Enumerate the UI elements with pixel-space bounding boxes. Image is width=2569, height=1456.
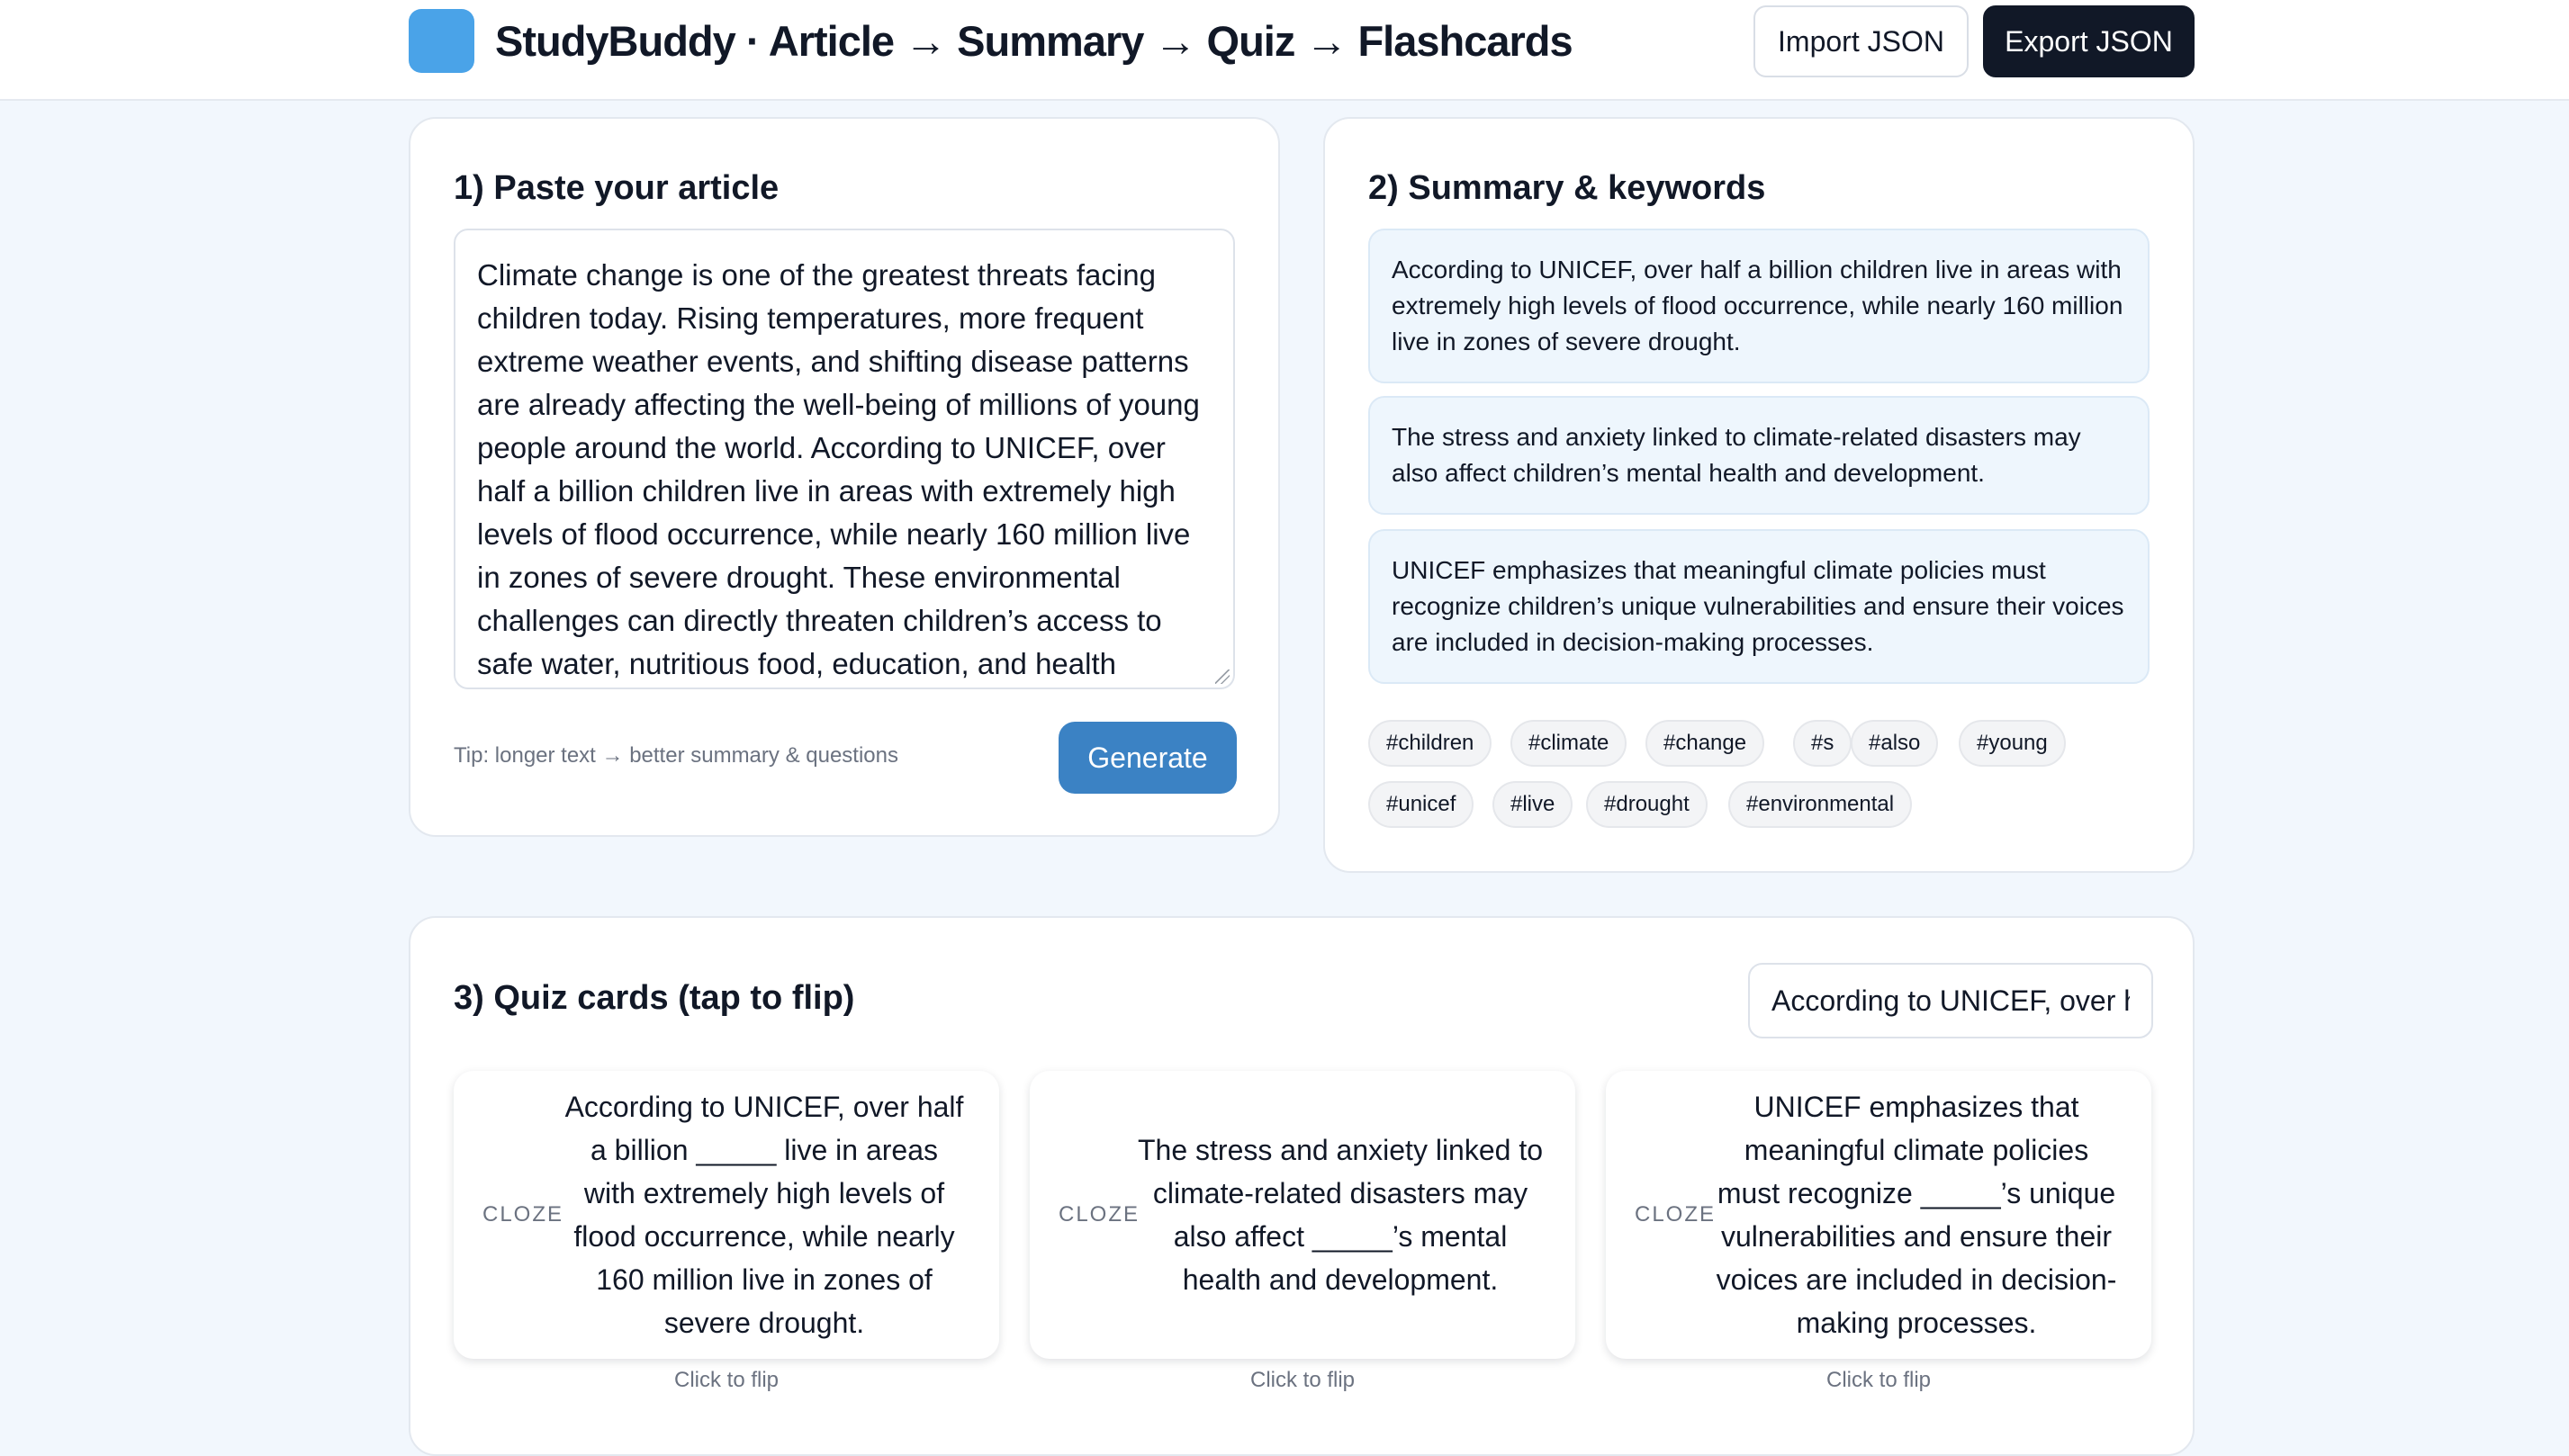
card-type-label: CLOZE — [482, 1202, 564, 1227]
tip-text: Tip: longer text → better summary & questions — [454, 743, 898, 768]
keyword-tag[interactable]: #environmental — [1728, 781, 1912, 828]
keyword-tag[interactable]: #unicef — [1368, 781, 1474, 828]
generate-button[interactable]: Generate — [1059, 722, 1237, 794]
keyword-tag[interactable]: #climate — [1510, 720, 1627, 767]
quiz-card-item[interactable] — [1606, 1071, 2151, 1359]
export-json-button[interactable]: Export JSON — [1983, 5, 2195, 77]
summary-item: UNICEF emphasizes that meaningful climate policies must recognize children’s unique vulnerabilities and ensure their voices are included in decision-making processes. — [1368, 529, 2150, 684]
import-json-button[interactable]: Import JSON — [1753, 5, 1969, 77]
app-logo — [409, 9, 474, 73]
card-question: According to UNICEF, over half a billion _____ live in areas with extremely high levels of flood occurrence, while nearly 160 million live in zones of severe drought. — [564, 1091, 964, 1339]
article-card — [409, 117, 1280, 837]
keyword-tag[interactable]: #change — [1645, 720, 1764, 767]
summary-item: According to UNICEF, over half a billion children live in areas with extremely high levels of flood occurrence, while nearly 160 million live in zones of severe drought. — [1368, 229, 2150, 383]
resize-handle-icon[interactable] — [1215, 670, 1230, 684]
keyword-tag[interactable]: #young — [1959, 720, 2066, 767]
card-question: UNICEF emphasizes that meaningful climate policies must recognize _____’s unique vulnerabilities and ensure their voices are included in decision-making processes. — [1716, 1091, 2117, 1339]
flip-hint: Click to flip — [1825, 1368, 1932, 1392]
flip-hint: Click to flip — [673, 1368, 780, 1392]
summary-card — [1323, 117, 2195, 873]
flip-hint: Click to flip — [1249, 1368, 1356, 1392]
card-question: The stress and anxiety linked to climate-related disasters may also affect _____’s mental health and development. — [1138, 1134, 1544, 1296]
quiz-card-item[interactable] — [454, 1071, 999, 1359]
keyword-tag[interactable]: #also — [1851, 720, 1938, 767]
article-section-title: 1) Paste your article — [454, 169, 780, 207]
quiz-section-title: 3) Quiz cards (tap to flip) — [454, 979, 855, 1017]
keyword-tag[interactable]: #children — [1368, 720, 1492, 767]
article-textarea[interactable] — [454, 229, 1235, 689]
keyword-tag[interactable]: #drought — [1586, 781, 1708, 828]
quiz-card-item[interactable] — [1030, 1071, 1575, 1359]
card-type-label: CLOZE — [1635, 1202, 1717, 1227]
top-bar — [0, 0, 2569, 101]
card-type-label: CLOZE — [1059, 1202, 1140, 1227]
article-text: Climate change is one of the greatest threats facing children today. Rising temperatures, more frequent extreme weather events, and shifting disease patterns are already affecting the well-being of millions of young people around the world. According to UNICEF, over half a billion children live in areas with extremely high levels of flood occurrence, while nearly 160 million live in zones of severe drought. These environmental challenges can directly threaten children’s access to safe water, nutritious food, education, and health — [477, 258, 1200, 680]
keyword-tag[interactable]: #live — [1492, 781, 1573, 828]
app-title: StudyBuddy · Article → Summary → Quiz → Flashcards — [495, 17, 1573, 65]
summary-section-title: 2) Summary & keywords — [1368, 169, 1766, 207]
summary-item: The stress and anxiety linked to climate-related disasters may also affect children’s mental health and development. — [1368, 396, 2150, 515]
quiz-search-input[interactable] — [1748, 963, 2153, 1038]
keyword-tag[interactable]: #s — [1793, 720, 1852, 767]
quiz-card — [409, 916, 2195, 1456]
